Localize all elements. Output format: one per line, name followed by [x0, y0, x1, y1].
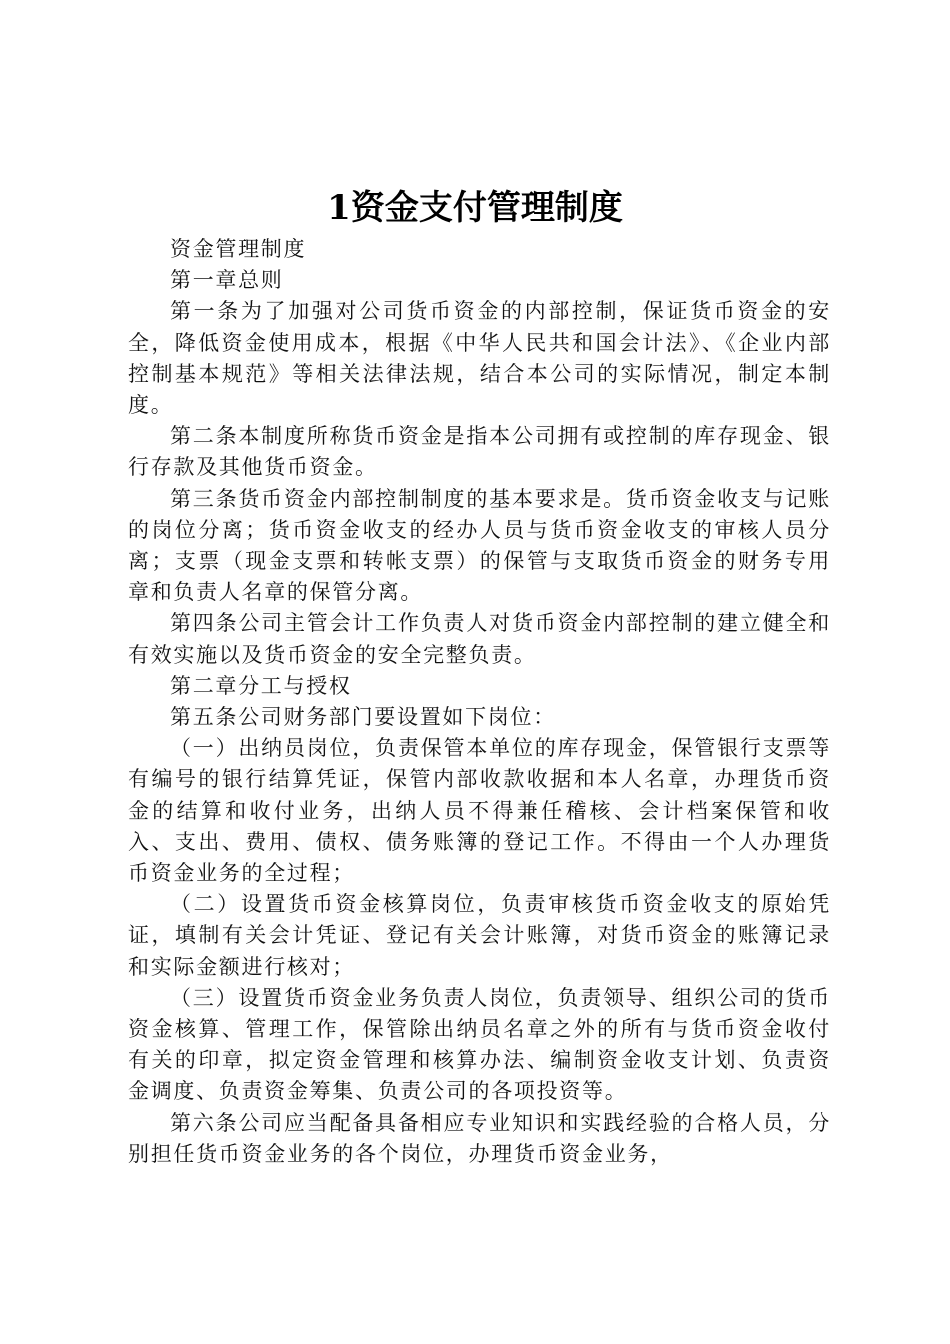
- article-3: 第三条货币资金内部控制制度的基本要求是。货币资金收支与记账的岗位分离；货币资金收支的经办人员与货币资金收支的审核人员分离；支票（现金支票和转帐支票）的保管与支取货币资金的财务专用章和负责人名章的保管分离。: [128, 486, 831, 605]
- article-5-item-3: （三）设置货币资金业务负责人岗位，负责领导、组织公司的货币资金核算、管理工作，保管除出纳员名章之外的所有与货币资金收付有关的印章，拟定资金管理和核算办法、编制资金收支计划、负责资金调度、负责资金筹集、负责公司的各项投资等。: [128, 985, 831, 1104]
- article-2: 第二条本制度所称货币资金是指本公司拥有或控制的库存现金、银行存款及其他货币资金。: [128, 424, 831, 480]
- paragraph-heading: 资金管理制度: [170, 237, 307, 261]
- article-1: 第一条为了加强对公司货币资金的内部控制，保证货币资金的安全，降低资金使用成本，根据《中华人民共和国会计法》、《企业内部控制基本规范》等相关法律法规，结合本公司的实际情况，制定本制度。: [128, 299, 831, 418]
- chapter-heading: 第二章分工与授权: [170, 673, 352, 698]
- document-title: 1资金支付管理制度: [327, 188, 623, 228]
- chapter-heading: 第一章总则: [170, 268, 284, 293]
- article-5-item-1: （一）出纳员岗位，负责保管本单位的库存现金，保管银行支票等有编号的银行结算凭证，保管内部收款收据和本人名章，办理货币资金的结算和收付业务，出纳人员不得兼任稽核、会计档案保管和收入、支出、费用、债权、债务账簿的登记工作。不得由一个人办理货币资金业务的全过程；: [128, 736, 831, 886]
- article-5: 第五条公司财务部门要设置如下岗位：: [170, 705, 556, 730]
- article-6: 第六条公司应当配备具备相应专业知识和实践经验的合格人员，分别担任货币资金业务的各个岗位，办理货币资金业务，: [128, 1110, 831, 1166]
- document-body: [128, 234, 831, 1170]
- article-5-item-2: （二）设置货币资金核算岗位，负责审核货币资金收支的原始凭证，填制有关会计凭证、登记有关会计账簿，对货币资金的账簿记录和实际金额进行核对；: [128, 892, 831, 979]
- article-4: 第四条公司主管会计工作负责人对货币资金内部控制的建立健全和有效实施以及货币资金的安全完整负责。: [128, 611, 831, 667]
